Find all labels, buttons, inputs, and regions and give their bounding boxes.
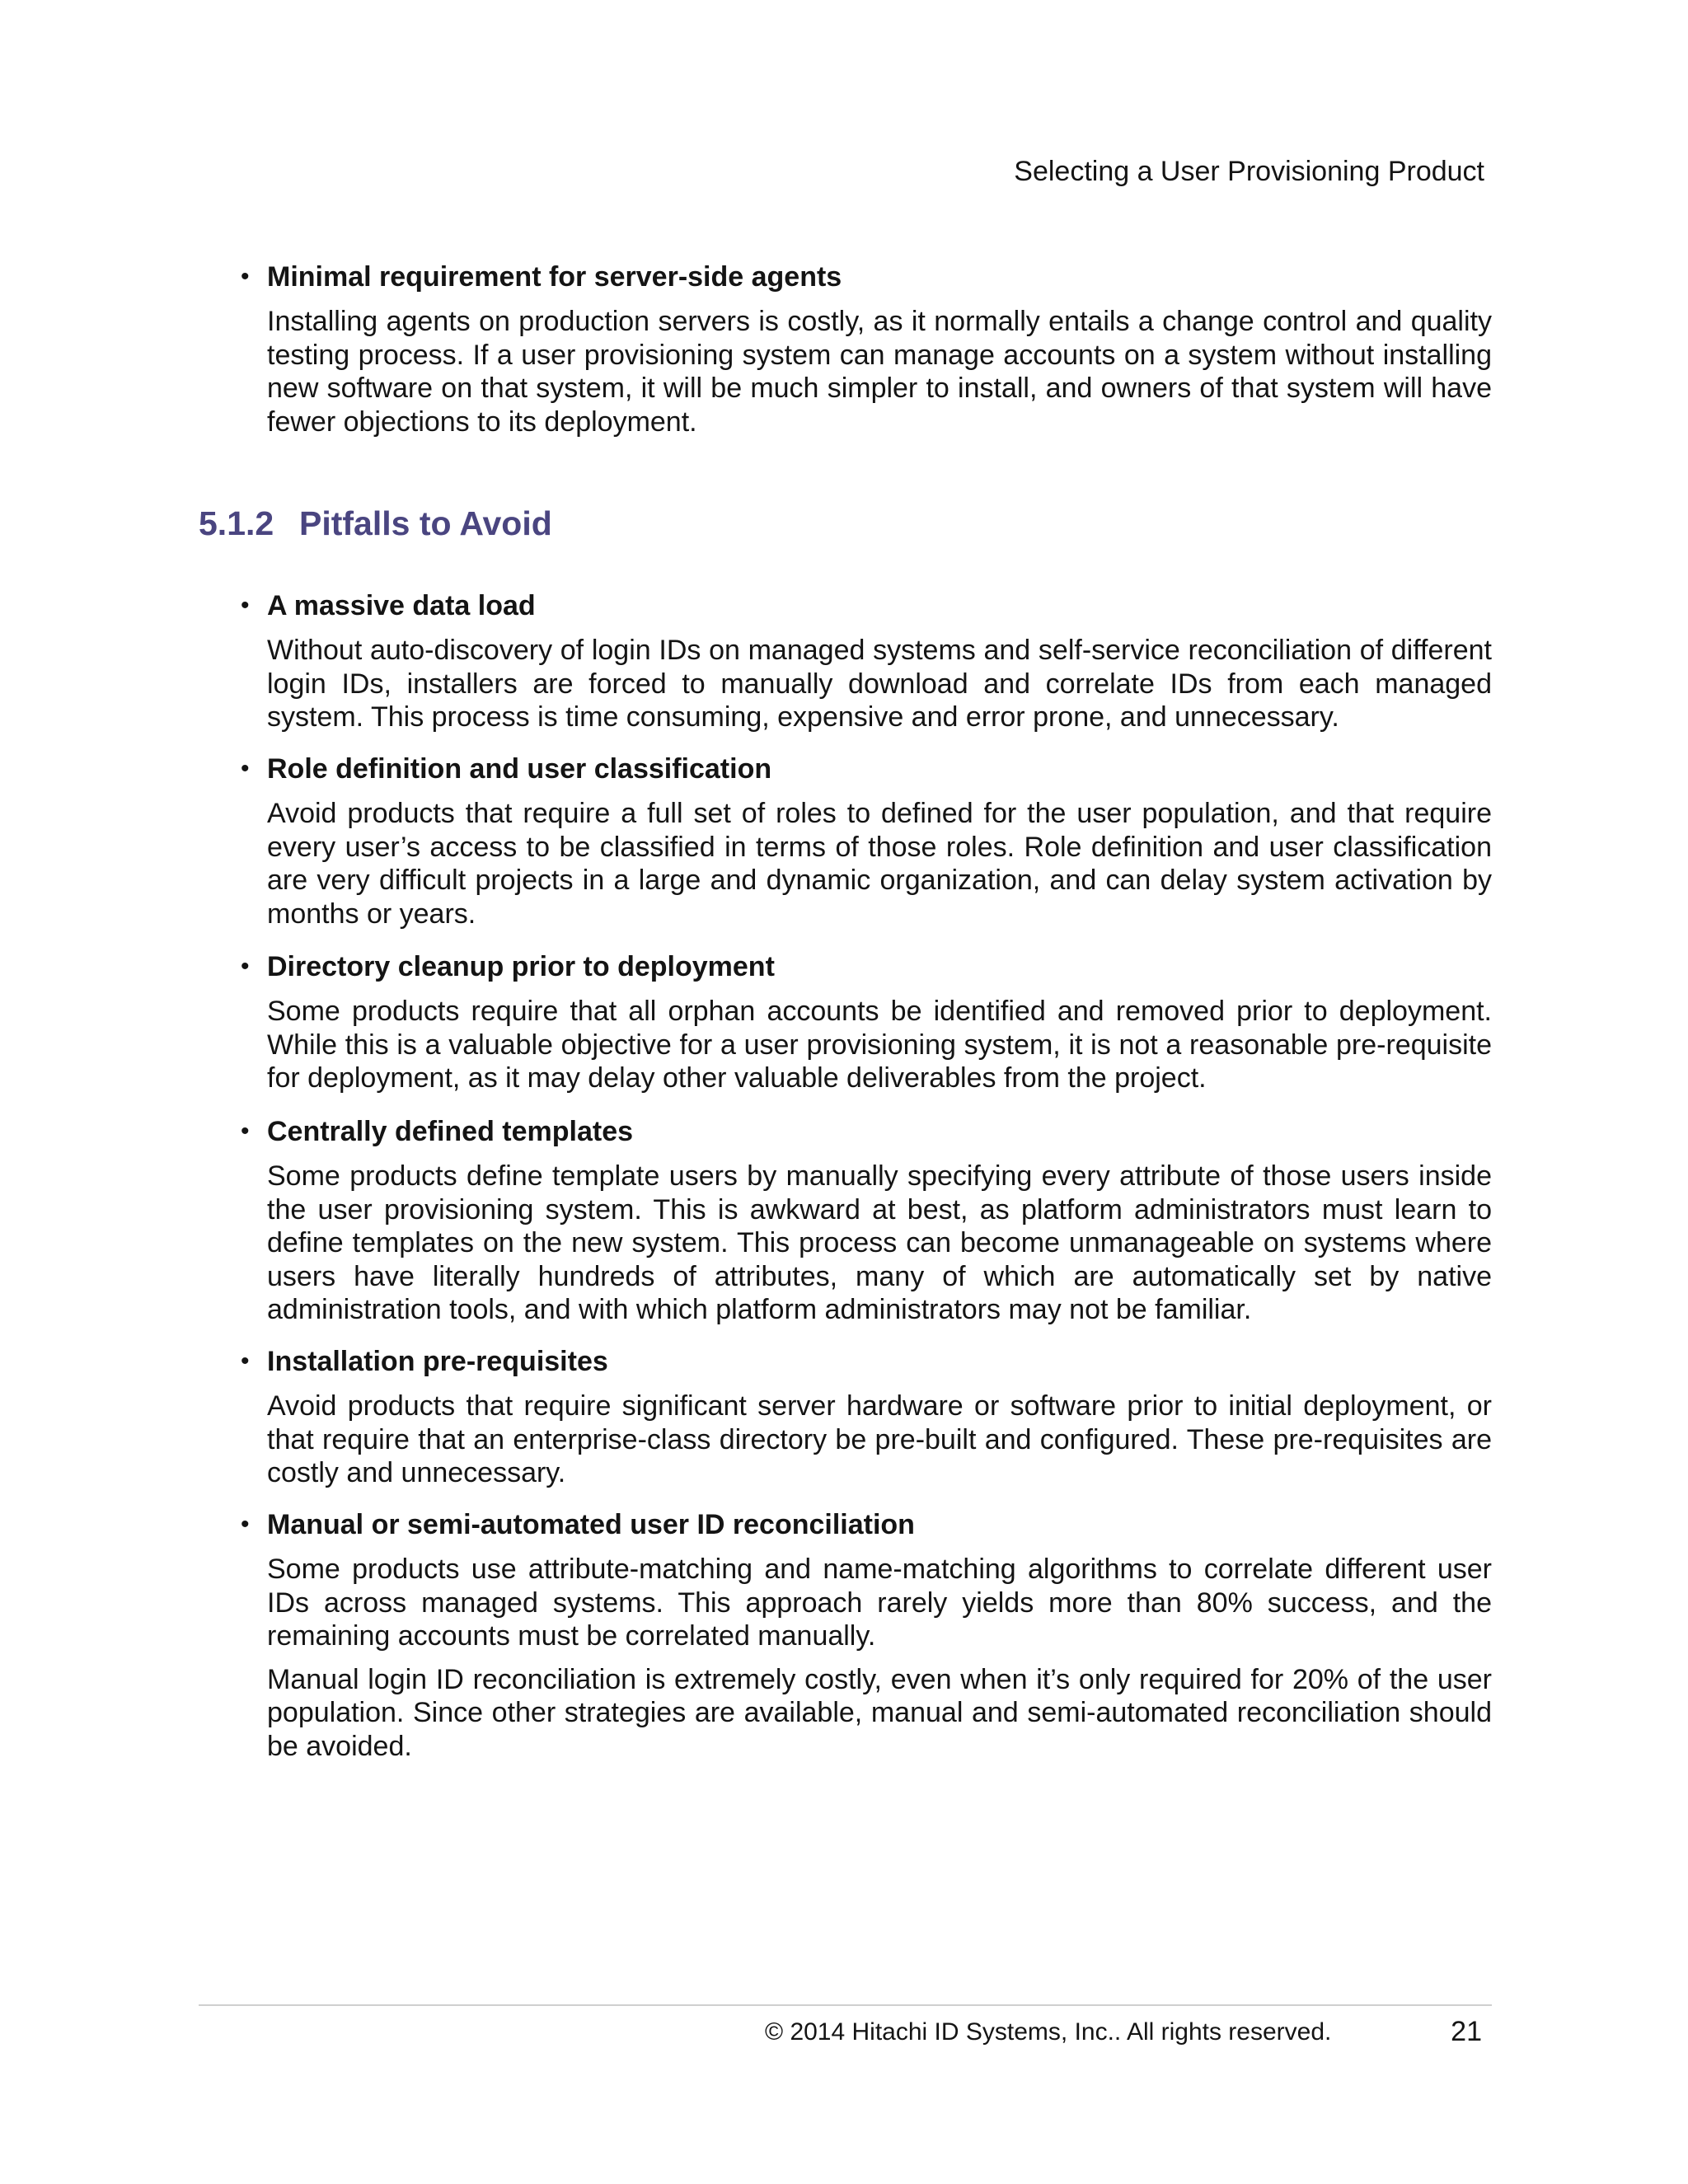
item-title-text: A massive data load [267, 590, 536, 621]
list-item [241, 589, 1492, 734]
item-title [241, 1345, 1492, 1378]
item-title-text: Role definition and user classification [267, 753, 772, 785]
bullet-marker: • [241, 953, 250, 980]
item-title [241, 950, 1492, 983]
item-paragraph: Some products require that all orphan accounts be identified and removed prior to deployment. While this is a valuable objective for a user provisioning system, it is not a reasonable pre-requisite for deployment, as it may delay other valuable deliverables from the project. [267, 996, 1492, 1094]
running-header: Selecting a User Provisioning Product [1014, 156, 1484, 187]
item-title-text: Directory cleanup prior to deployment [267, 951, 775, 982]
bullet-marker: • [241, 592, 250, 619]
item-paragraph: Some products use attribute-matching and name-matching algorithms to correlate different user IDs across managed systems. This approach rarely yields more than 80% success, and the remaining accounts must be correlated manually. [267, 1554, 1492, 1652]
footer-copyright: © 2014 Hitachi ID Systems, Inc.. All rights reserved. [765, 2018, 1332, 2046]
item-paragraph: Manual login ID reconciliation is extremely costly, even when it’s only required for 20% of the user population. Since other strategies are available, manual and semi-automated reconciliation should be avoided. [267, 1663, 1492, 1762]
section-number: 5.1.2 [199, 504, 274, 542]
item-paragraph: Without auto-discovery of login IDs on managed systems and self-service reconciliation of different login IDs, installers are forced to manually download and correlate IDs from each managed system. This process is time consuming, expensive and error prone, and unnecessary. [267, 635, 1492, 733]
item-title [241, 260, 1492, 293]
bullet-marker: • [241, 263, 250, 290]
bullet-marker: • [241, 1347, 250, 1375]
list-item [241, 950, 1492, 1095]
item-title [241, 1508, 1492, 1541]
item-paragraph: Some products define template users by manually specifying every attribute of those users inside the user provisioning system. This is awkward at best, as platform administrators must learn to define templates on the new system. This process can become unmanageable on systems where users have literally hundreds of attributes, many of which are automatically set by native administration tools, and with which platform administrators may not be familiar. [267, 1160, 1492, 1325]
page-number: 21 [1451, 2016, 1482, 2047]
item-paragraph: Installing agents on production servers is costly, as it normally entails a change control and quality testing process. If a user provisioning system can manage accounts on a system without installing new software on that system, it will be much simpler to install, and owners of that system will have fewer objections to its deployment. [267, 306, 1492, 438]
list-item [241, 260, 1492, 438]
bullet-marker: • [241, 1511, 250, 1538]
section-heading [199, 503, 552, 544]
item-title [241, 752, 1492, 785]
item-title [241, 1115, 1492, 1148]
bullet-marker: • [241, 755, 250, 782]
item-title-text: Minimal requirement for server-side agents [267, 261, 842, 293]
list-item [241, 1508, 1492, 1763]
item-title-text: Installation pre-requisites [267, 1346, 608, 1377]
bullet-marker: • [241, 1118, 250, 1145]
footer-rule [199, 2004, 1492, 2006]
item-title [241, 589, 1492, 622]
list-item [241, 752, 1492, 930]
section-title: Pitfalls to Avoid [299, 504, 552, 542]
item-paragraph: Avoid products that require a full set of roles to defined for the user population, and that require every user’s access to be classified in terms of those roles. Role definition and user classification are very difficult projects in a large and dynamic organization, and can delay system activation by months or years. [267, 798, 1492, 930]
list-item [241, 1345, 1492, 1490]
item-title-text: Manual or semi-automated user ID reconciliation [267, 1509, 915, 1540]
item-paragraph: Avoid products that require significant server hardware or software prior to initial deployment, or that require that an enterprise-class directory be pre-built and configured. These pre-requisites are costly and unnecessary. [267, 1390, 1492, 1488]
item-title-text: Centrally defined templates [267, 1116, 634, 1147]
list-item [241, 1115, 1492, 1327]
